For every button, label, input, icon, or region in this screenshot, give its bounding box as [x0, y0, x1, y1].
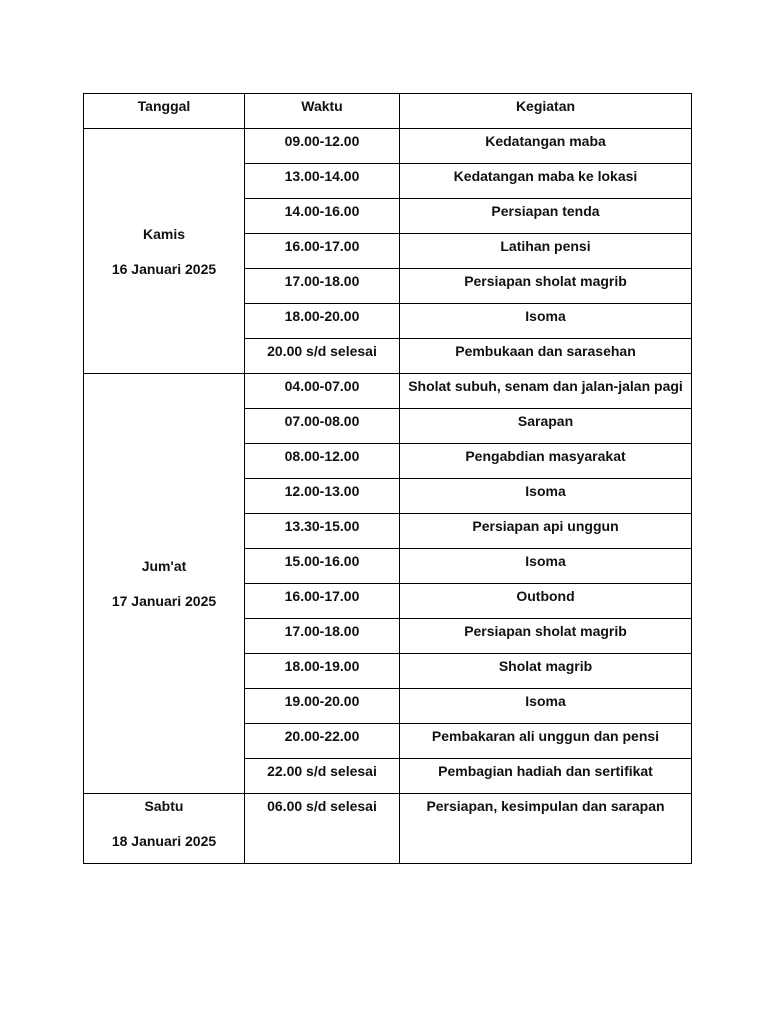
activity-cell: Persiapan sholat magrib [400, 269, 692, 304]
activity-cell: Sholat magrib [400, 654, 692, 689]
time-cell: 17.00-18.00 [245, 269, 400, 304]
day-name: Sabtu [144, 798, 184, 814]
activity-cell: Kedatangan maba ke lokasi [400, 164, 692, 199]
activity-cell: Pengabdian masyarakat [400, 444, 692, 479]
date-cell [84, 129, 245, 374]
activity-cell: Latihan pensi [400, 234, 692, 269]
time-cell: 04.00-07.00 [245, 374, 400, 409]
time-cell: 19.00-20.00 [245, 689, 400, 724]
activity-cell: Pembukaan dan sarasehan [400, 339, 692, 374]
time-cell: 20.00-22.00 [245, 724, 400, 759]
activity-cell: Isoma [400, 479, 692, 514]
time-cell: 18.00-19.00 [245, 654, 400, 689]
date-cell [84, 794, 245, 864]
header-time: Waktu [245, 94, 400, 129]
time-cell: 17.00-18.00 [245, 619, 400, 654]
time-cell: 18.00-20.00 [245, 304, 400, 339]
table-row [84, 374, 692, 409]
day-name: Jum'at [141, 558, 187, 574]
day-date: 16 Januari 2025 [111, 260, 217, 277]
activity-cell: Sholat subuh, senam dan jalan-jalan pagi [400, 374, 692, 409]
header-activity: Kegiatan [400, 94, 692, 129]
time-cell: 20.00 s/d selesai [245, 339, 400, 374]
activity-cell: Isoma [400, 549, 692, 584]
header-date: Tanggal [84, 94, 245, 129]
activity-cell: Persiapan sholat magrib [400, 619, 692, 654]
time-cell: 09.00-12.00 [245, 129, 400, 164]
table-body [84, 129, 692, 864]
table-header-row [84, 94, 692, 129]
schedule-table [83, 93, 692, 864]
time-cell: 22.00 s/d selesai [245, 759, 400, 794]
time-cell: 12.00-13.00 [245, 479, 400, 514]
day-date: 17 Januari 2025 [111, 593, 217, 609]
activity-cell: Sarapan [400, 409, 692, 444]
activity-cell: Kedatangan maba [400, 129, 692, 164]
activity-cell: Persiapan api unggun [400, 514, 692, 549]
day-name: Kamis [142, 225, 186, 242]
time-cell: 08.00-12.00 [245, 444, 400, 479]
table-row [84, 794, 692, 864]
activity-cell: Outbond [400, 584, 692, 619]
activity-cell: Isoma [400, 689, 692, 724]
date-cell [84, 374, 245, 794]
time-cell: 16.00-17.00 [245, 584, 400, 619]
time-cell: 15.00-16.00 [245, 549, 400, 584]
day-spacer [88, 817, 240, 830]
day-date: 18 Januari 2025 [111, 833, 217, 849]
activity-cell: Pembakaran ali unggun dan pensi [400, 724, 692, 759]
activity-cell: Persiapan, kesimpulan dan sarapan [400, 794, 692, 864]
time-cell: 06.00 s/d selesai [245, 794, 400, 864]
time-cell: 14.00-16.00 [245, 199, 400, 234]
time-cell: 16.00-17.00 [245, 234, 400, 269]
activity-cell: Pembagian hadiah dan sertifikat [400, 759, 692, 794]
activity-cell: Isoma [400, 304, 692, 339]
day-spacer [88, 245, 240, 258]
activity-cell: Persiapan tenda [400, 199, 692, 234]
table-row [84, 129, 692, 164]
schedule-document [83, 93, 692, 864]
time-cell: 13.00-14.00 [245, 164, 400, 199]
time-cell: 07.00-08.00 [245, 409, 400, 444]
day-spacer [88, 577, 240, 590]
time-cell: 13.30-15.00 [245, 514, 400, 549]
